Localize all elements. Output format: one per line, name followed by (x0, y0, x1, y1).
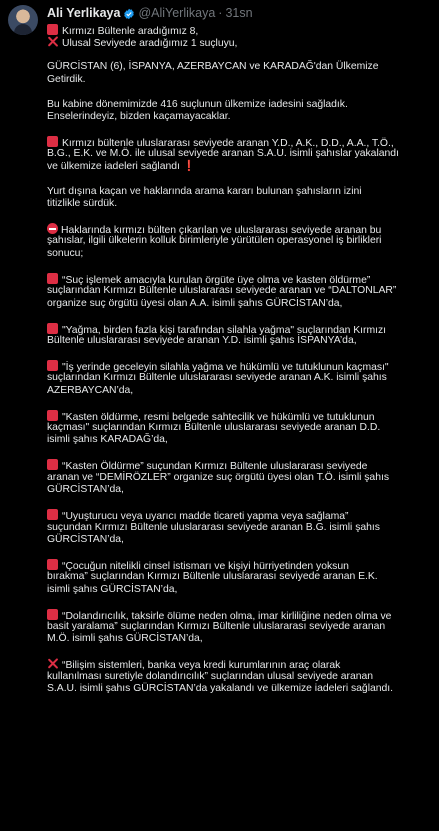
cross-mark-icon (47, 36, 58, 47)
author-name[interactable]: Ali Yerlikaya (47, 6, 121, 20)
text-line: suçundan Kırmızı Bültenle uluslararası seviyede aranan B.G. isimli şahıs (47, 521, 380, 533)
text-line: AZERBAYCAN’da, (47, 384, 134, 396)
text-line: Kırmızı bültenle uluslararası seviyede aranan Y.D., A.K., D.D., A.A., T.Ö., (47, 136, 431, 148)
text-line: Kırmızı Bültenle aradığımız 8, (47, 24, 431, 36)
author-handle[interactable]: @AliYerlikaya (138, 6, 216, 20)
text-line: "İş yerinde geceleyin silahla yağma ve hükümlü ve tutuklunun kaçması" (47, 360, 431, 372)
text-line: GÜRCİSTAN’da, (47, 484, 124, 496)
text-line: basit yaralama” suçlarından Kırmızı Bültenle uluslararası seviyede aranan (47, 621, 386, 632)
cross-mark-icon (47, 658, 58, 669)
text-line: Yurt dışına kaçan ve haklarında arama kararı bulunan şahısların izini (47, 185, 362, 197)
text-line: GÜRCİSTAN (6), İSPANYA, AZERBAYCAN ve KARADAĞ'dan Ülkemize (47, 61, 379, 73)
timestamp[interactable]: 31sn (225, 6, 253, 20)
text-line: “Çocuğun nitelikli cinsel istismarı ve kişiyi hürriyetinden yoksun (47, 559, 431, 571)
red-square-icon (47, 609, 58, 620)
tweet-header (47, 6, 431, 21)
text-line: kaçması" suçlarından Kırmızı Bültenle uluslararası seviyede aranan D.D. (47, 422, 381, 433)
red-square-icon (47, 24, 58, 35)
text-line: “Kasten Öldürme” suçundan Kırmızı Bültenle uluslararası seviyede (47, 459, 431, 471)
text-line: Bu kabine dönemimizde 416 suçlunun ülkemize iadesini sağladık. (47, 98, 348, 110)
text-line: S.A.U. isimli şahıs GÜRCİSTAN’da yakalandı ve ülkemize iadeleri sağlandı. (47, 683, 393, 695)
text-line: isimli şahıs KARADAĞ’da, (47, 434, 168, 446)
text-line: organize suç örgütü üyesi olan A.A. isimli şahıs GÜRCİSTAN’da, (47, 297, 343, 309)
text-line: aranan ve “DEMİRÖZLER” organize suç örgütü üyesi olan T.Ö. isimli şahıs (47, 471, 389, 483)
red-square-icon (47, 410, 58, 421)
text-line: “Suç işlemek amacıyla kurulan örgüte üye olma ve kasten öldürme” (47, 273, 431, 285)
red-square-icon (47, 273, 58, 284)
text-line: suçlarından Kırmızı Bültenle uluslararası seviyede aranan ve “DALTONLAR” (47, 285, 397, 297)
text-line: ve ülkemize iadeleri sağlandı ❗ (47, 160, 196, 172)
red-square-icon (47, 360, 58, 371)
red-square-icon (47, 559, 58, 570)
text-line: bırakma” suçlarından Kırmızı Bültenle uluslararası seviyede aranan E.K. (47, 571, 378, 583)
no-entry-icon (47, 223, 58, 234)
text-line: B.G., E.K. ve M.Ö. ile ulusal seviyede aranan S.A.U. isimli şahıslar yakalandı (47, 148, 399, 160)
verified-badge-icon (123, 8, 135, 20)
text-line: Getirdik. (47, 73, 86, 85)
text-line: "Yağma, birden fazla kişi tarafından silahla yağma" suçlarından Kırmızı (47, 323, 431, 335)
text-line: “Dolandırıcılık, taksirle ölüme neden olma, imar kirliliğine neden olma ve (47, 609, 431, 621)
text-line: sonucu; (47, 247, 84, 259)
text-line: Ulusal Seviyede aradığımız 1 suçluyu, (47, 36, 431, 48)
text-line: titizlikle sürdük. (47, 198, 118, 210)
red-exclamation-icon: ❗ (182, 160, 196, 172)
separator-dot: · (218, 6, 223, 20)
text-line: "Kasten öldürme, resmi belgede sahtecilik ve hükümlü ve tutuklunun (47, 410, 431, 422)
text-line: şahıslar, ilgili ülkelerin kolluk birimleriyle yürütülen operasyonel iş birlikleri (47, 235, 382, 247)
avatar[interactable] (8, 5, 38, 35)
red-square-icon (47, 136, 58, 147)
text-line: M.Ö. isimli şahıs GÜRCİSTAN’da, (47, 633, 203, 645)
text-line: kullanılması suretiyle dolandırıcılık” suçlarından ulusal seviyede aranan (47, 670, 374, 682)
text-line: Haklarında kırmızı bülten çıkarılan ve uluslararası seviyede aranan bu (47, 223, 431, 235)
tweet-text (47, 24, 431, 696)
text-line: Bültenle uluslararası seviyede aranan Y.D. isimli şahıs İSPANYA’da, (47, 334, 357, 346)
text-line: Enselerindeyiz, bizden kaçamayacaklar. (47, 111, 231, 123)
red-square-icon (47, 459, 58, 470)
text-line: suçlarından Kırmızı Bültenle uluslararası seviyede aranan A.K. isimli şahıs (47, 372, 387, 384)
text-line: isimli şahıs GÜRCİSTAN’da, (47, 583, 178, 595)
text-line: “Uyuşturucu veya uyarıcı madde ticareti yapma veya sağlama” (47, 509, 431, 521)
text-line: “Bilişim sistemleri, banka veya kredi kurumlarının araç olarak (47, 658, 431, 670)
red-square-icon (47, 509, 58, 520)
text-line: GÜRCİSTAN’da, (47, 533, 124, 545)
red-square-icon (47, 323, 58, 334)
